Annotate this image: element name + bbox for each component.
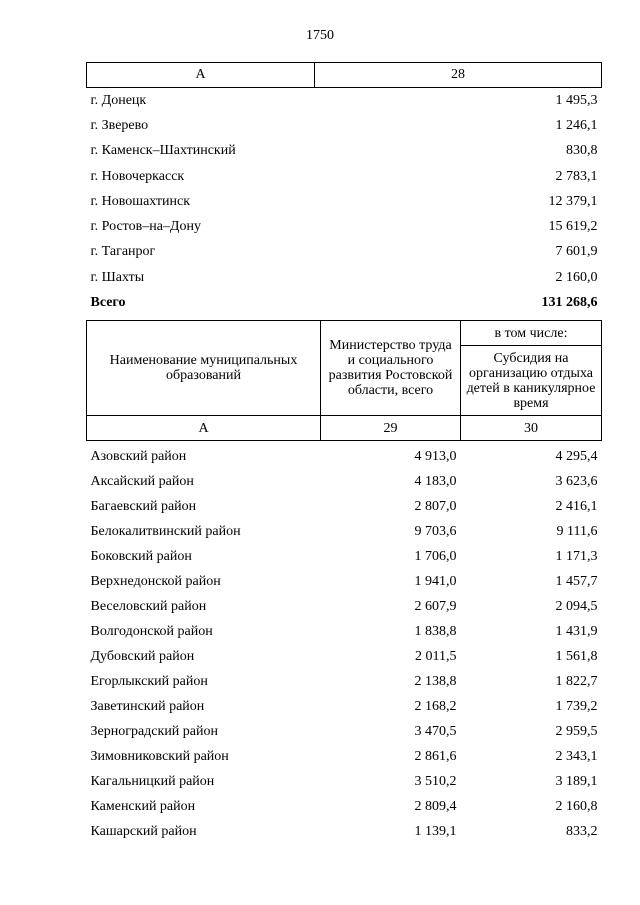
district-name: Волгодонской район bbox=[90, 624, 213, 639]
district-ministry-total: 2 807,0 bbox=[414, 499, 457, 514]
table-row bbox=[87, 495, 602, 520]
table-row bbox=[87, 820, 602, 845]
district-name: Азовский район bbox=[90, 449, 187, 464]
district-subsidy: 9 111,6 bbox=[556, 524, 598, 539]
district-ministry-total: 3 510,2 bbox=[414, 774, 457, 789]
district-ministry-total: 9 703,6 bbox=[414, 524, 457, 539]
city-value: 2 783,1 bbox=[555, 168, 598, 184]
table-row bbox=[87, 240, 602, 265]
city-value: 1 246,1 bbox=[555, 117, 598, 133]
district-name: Боковский район bbox=[90, 549, 192, 564]
header-num-29: 29 bbox=[321, 416, 461, 441]
table-row bbox=[87, 720, 602, 745]
district-subsidy: 1 457,7 bbox=[555, 574, 598, 589]
district-ministry-total: 3 470,5 bbox=[414, 724, 457, 739]
header-col-28: 28 bbox=[315, 63, 602, 88]
table-row bbox=[87, 189, 602, 214]
district-ministry-total: 1 139,1 bbox=[414, 824, 457, 839]
district-ministry-total: 1 706,0 bbox=[414, 549, 457, 564]
district-name: Белокалитвинский район bbox=[90, 524, 241, 539]
district-ministry-total: 1 838,8 bbox=[414, 624, 457, 639]
table-row bbox=[87, 595, 602, 620]
district-subsidy: 1 171,3 bbox=[555, 549, 598, 564]
table-header-row bbox=[87, 321, 602, 346]
district-subsidy: 833,2 bbox=[566, 824, 598, 839]
district-ministry-total: 4 913,0 bbox=[414, 449, 457, 464]
city-name: г. Таганрог bbox=[90, 244, 156, 260]
table-row bbox=[87, 164, 602, 189]
table-row bbox=[87, 545, 602, 570]
district-name: Каменский район bbox=[90, 799, 196, 814]
header-num-30: 30 bbox=[461, 416, 602, 441]
header-including: в том числе: bbox=[461, 321, 602, 346]
table-header-row bbox=[87, 63, 602, 88]
header-subsidy: Субсидия на организацию отдыха детей в каникулярное время bbox=[461, 346, 602, 416]
district-ministry-total: 4 183,0 bbox=[414, 474, 457, 489]
district-subsidy: 2 343,1 bbox=[555, 749, 598, 764]
table-row bbox=[87, 445, 602, 470]
district-subsidy: 1 561,8 bbox=[555, 649, 598, 664]
city-value: 7 601,9 bbox=[555, 244, 598, 260]
city-name: г. Каменск–Шахтинский bbox=[90, 143, 236, 159]
district-name: Кагальницкий район bbox=[90, 774, 215, 789]
district-ministry-total: 2 011,5 bbox=[415, 649, 457, 664]
total-label: Всего bbox=[90, 295, 126, 311]
total-row bbox=[87, 290, 602, 315]
district-ministry-total: 2 809,4 bbox=[414, 799, 457, 814]
district-ministry-total: 1 941,0 bbox=[414, 574, 457, 589]
table-row bbox=[87, 770, 602, 795]
city-value: 15 619,2 bbox=[548, 219, 598, 235]
district-subsidy: 1 431,9 bbox=[555, 624, 598, 639]
total-value: 131 268,6 bbox=[541, 295, 598, 311]
district-ministry-total: 2 168,2 bbox=[414, 699, 457, 714]
table-row bbox=[87, 620, 602, 645]
district-subsidy: 1 739,2 bbox=[555, 699, 598, 714]
city-value: 830,8 bbox=[566, 143, 598, 159]
table-row bbox=[87, 214, 602, 239]
city-value: 12 379,1 bbox=[548, 193, 598, 209]
header-municipality: Наименование муниципальных образований bbox=[87, 321, 321, 416]
table-cities bbox=[86, 62, 602, 316]
city-value: 1 495,3 bbox=[555, 92, 598, 108]
district-name: Верхнедонской район bbox=[90, 574, 221, 589]
table-row bbox=[87, 88, 602, 114]
district-subsidy: 3 623,6 bbox=[555, 474, 598, 489]
district-name: Зимовниковский район bbox=[90, 749, 229, 764]
district-name: Зерноградский район bbox=[90, 724, 218, 739]
table-row bbox=[87, 470, 602, 495]
header-ministry-total: Министерство труда и социального развития Ростовской области, всего bbox=[321, 321, 461, 416]
district-subsidy: 1 822,7 bbox=[555, 674, 598, 689]
district-ministry-total: 2 861,6 bbox=[414, 749, 457, 764]
city-name: г. Шахты bbox=[90, 269, 145, 285]
city-value: 2 160,0 bbox=[555, 269, 598, 285]
district-name: Кашарский район bbox=[90, 824, 197, 839]
table-row bbox=[87, 645, 602, 670]
city-name: г. Ростов–на–Дону bbox=[90, 219, 201, 235]
district-name: Дубовский район bbox=[90, 649, 195, 664]
table-row bbox=[87, 520, 602, 545]
city-name: г. Новошахтинск bbox=[90, 193, 191, 209]
table-row bbox=[87, 795, 602, 820]
header-num-a: А bbox=[87, 416, 321, 441]
city-name: г. Новочеркасск bbox=[90, 168, 185, 184]
district-name: Заветинский район bbox=[90, 699, 205, 714]
table-row bbox=[87, 265, 602, 290]
table-row bbox=[87, 139, 602, 164]
city-name: г. Донецк bbox=[90, 92, 147, 108]
table-districts bbox=[86, 320, 602, 845]
district-name: Багаевский район bbox=[90, 499, 197, 514]
table-row bbox=[87, 570, 602, 595]
district-subsidy: 2 094,5 bbox=[555, 599, 598, 614]
table-row bbox=[87, 670, 602, 695]
district-name: Веселовский район bbox=[90, 599, 207, 614]
district-ministry-total: 2 138,8 bbox=[414, 674, 457, 689]
table-row bbox=[87, 113, 602, 138]
district-subsidy: 2 416,1 bbox=[555, 499, 598, 514]
district-ministry-total: 2 607,9 bbox=[414, 599, 457, 614]
district-name: Егорлыкский район bbox=[90, 674, 208, 689]
table-number-row bbox=[87, 416, 602, 441]
district-subsidy: 2 959,5 bbox=[555, 724, 598, 739]
district-subsidy: 3 189,1 bbox=[555, 774, 598, 789]
table-row bbox=[87, 695, 602, 720]
page-number: 1750 bbox=[306, 28, 334, 43]
district-subsidy: 4 295,4 bbox=[555, 449, 598, 464]
header-col-a: А bbox=[87, 63, 315, 88]
district-subsidy: 2 160,8 bbox=[555, 799, 598, 814]
district-name: Аксайский район bbox=[90, 474, 194, 489]
city-name: г. Зверево bbox=[90, 117, 149, 133]
table-row bbox=[87, 745, 602, 770]
